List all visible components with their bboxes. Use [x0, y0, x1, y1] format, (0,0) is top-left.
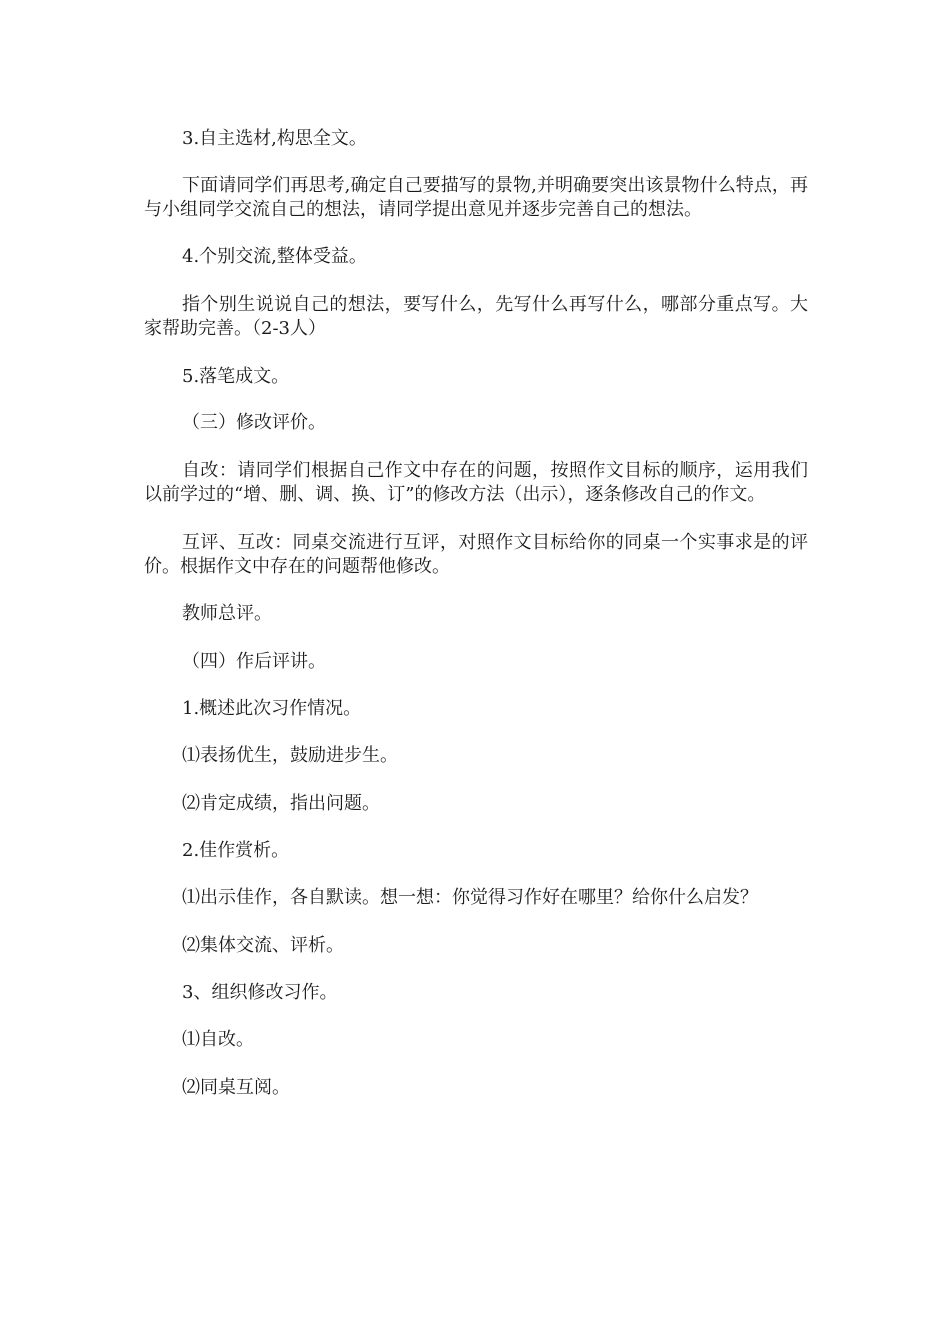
item-3-sub-1: ⑴自改。	[182, 1029, 254, 1050]
item-1-sub-1: ⑴表扬优生，鼓励进步生。	[182, 745, 398, 766]
peer-review-paragraph: 互评、互改：同桌交流进行互评，对照作文目标给你的同桌一个实事求是的评价。根据作文中存在的问题帮他修改。	[144, 532, 808, 577]
step-3-body: 下面请同学们再思考,确定自己要描写的景物,并明确要突出该景物什么特点，再与小组同学交流自己的想法，请同学提出意见并逐步完善自己的想法。	[144, 175, 808, 220]
item-2-heading: 2.佳作赏析。	[182, 840, 290, 861]
item-2-sub-2: ⑵集体交流、评析。	[182, 935, 344, 956]
step-4-heading: 4.个别交流,整体受益。	[182, 246, 367, 267]
item-2-sub-1: ⑴出示佳作，各自默读。想一想：你觉得习作好在哪里？给你什么启发？	[182, 887, 758, 908]
section-3-heading: （三）修改评价。	[182, 412, 326, 433]
step-3-heading: 3.自主选材,构思全文。	[182, 128, 367, 149]
item-3-heading: 3、组织修改习作。	[182, 982, 338, 1003]
teacher-review-line: 教师总评。	[182, 603, 272, 624]
item-1-heading: 1.概述此次习作情况。	[182, 698, 362, 719]
item-1-sub-2: ⑵肯定成绩，指出问题。	[182, 793, 380, 814]
item-3-sub-2: ⑵同桌互阅。	[182, 1077, 290, 1098]
section-4-heading: （四）作后评讲。	[182, 651, 326, 672]
step-4-body: 指个别生说说自己的想法，要写什么，先写什么再写什么，哪部分重点写。大家帮助完善。（2-3人）	[144, 294, 808, 339]
step-5-heading: 5.落笔成文。	[182, 366, 290, 387]
self-revision-paragraph: 自改：请同学们根据自己作文中存在的问题，按照作文目标的顺序，运用我们以前学过的“增、删、调、换、订”的修改方法（出示），逐条修改自己的作文。	[144, 460, 808, 505]
